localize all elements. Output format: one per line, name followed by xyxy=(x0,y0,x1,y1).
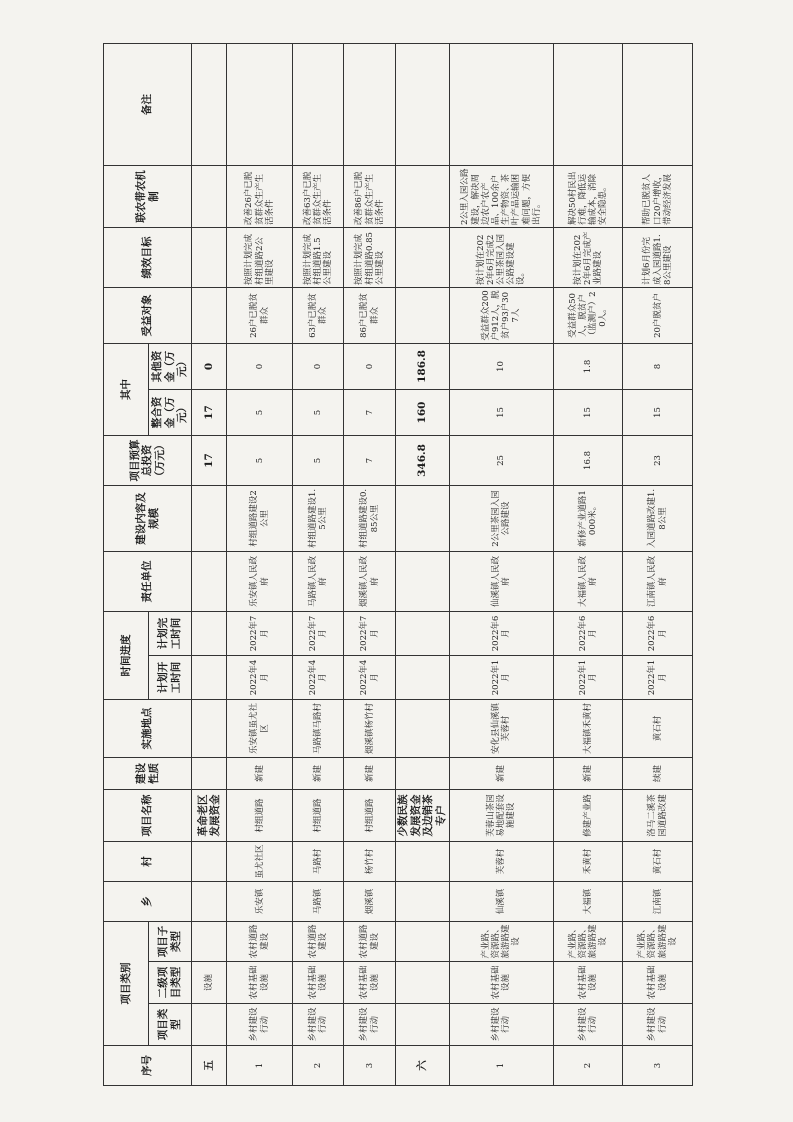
cell-cat-second: 农村基础设施 xyxy=(553,962,623,1004)
cell-township xyxy=(192,881,227,921)
cell-performance-goal: 按照计划完成村组道路2公里建设 xyxy=(227,227,293,287)
cell-cat-sub: 农村道路建设 xyxy=(344,921,395,961)
cell-cat-sub: 产业路、资源路、旅游路建设 xyxy=(449,921,553,961)
cell-village: 杨竹村 xyxy=(344,841,395,881)
cell-remarks xyxy=(395,43,449,165)
cell-start-time xyxy=(395,655,449,699)
cell-construction-nature: 新建 xyxy=(553,757,623,789)
cell-total-budget: 16.8 xyxy=(553,435,623,485)
cell-project-name: 芙蓉山茶园易地配套设施建设 xyxy=(449,789,553,841)
cell-construction-nature: 续建 xyxy=(623,757,693,789)
cell-location: 安化县仙溪镇芙蓉村 xyxy=(449,699,553,757)
cell-location xyxy=(395,699,449,757)
cell-cat-second xyxy=(395,962,449,1004)
cell-responsible-unit: 烟溪镇人民政府 xyxy=(344,551,395,611)
cell-cat-second: 设施 xyxy=(192,962,227,1004)
cell-farmer-linkage: 改善86户已脱贫群众生产生活条件 xyxy=(344,165,395,227)
cell-seq: 3 xyxy=(623,1046,693,1086)
cell-cat-type: 乡村建设行动 xyxy=(292,1004,343,1046)
cell-village: 虽尤社区 xyxy=(227,841,293,881)
cell-construction-nature: 新建 xyxy=(344,757,395,789)
cell-project-name: 少数民族发展资金及边销茶专户 xyxy=(395,789,449,841)
cell-total-budget: 23 xyxy=(623,435,693,485)
cell-other-funds: 0 xyxy=(227,343,293,389)
table-row xyxy=(192,43,227,1085)
rotated-table-container xyxy=(103,44,693,1086)
cell-village: 芙蓉村 xyxy=(449,841,553,881)
cell-end-time xyxy=(395,611,449,655)
cell-cat-type: 乡村建设行动 xyxy=(553,1004,623,1046)
header-content-scale: 建设内容及规模 xyxy=(104,485,192,551)
cell-end-time: 2022年7月 xyxy=(292,611,343,655)
cell-beneficiaries: 86户已脱贫群众 xyxy=(344,287,395,343)
cell-other-funds: 0 xyxy=(192,343,227,389)
cell-village: 黄石村 xyxy=(623,841,693,881)
cell-farmer-linkage: 解决50村民出行难，降低运输成本，消除安全隐患。 xyxy=(553,165,623,227)
cell-cat-second: 农村基础设施 xyxy=(292,962,343,1004)
cell-other-funds: 10 xyxy=(449,343,553,389)
cell-responsible-unit xyxy=(192,551,227,611)
cell-start-time: 2022年4月 xyxy=(292,655,343,699)
cell-farmer-linkage xyxy=(395,165,449,227)
cell-other-funds: 0 xyxy=(344,343,395,389)
cell-township: 烟溪镇 xyxy=(344,881,395,921)
cell-farmer-linkage: 改善26户已脱贫群众生产生活条件 xyxy=(227,165,293,227)
header-of-which: 其中 xyxy=(104,343,149,435)
header-village: 村 xyxy=(104,841,192,881)
cell-township: 仙溪镇 xyxy=(449,881,553,921)
cell-farmer-linkage: 改善63户已脱贫群众生产生活条件 xyxy=(292,165,343,227)
cell-other-funds: 186.8 xyxy=(395,343,449,389)
cell-start-time: 2022年1月 xyxy=(623,655,693,699)
cell-project-name: 村组道路 xyxy=(227,789,293,841)
header-responsible-unit: 责任单位 xyxy=(104,551,192,611)
cell-performance-goal: 按计划在2022年6月完成产业路建设 xyxy=(553,227,623,287)
cell-location: 乐安镇虽尤社区 xyxy=(227,699,293,757)
header-end-time: 计划完工时间 xyxy=(149,611,192,655)
cell-total-budget: 5 xyxy=(292,435,343,485)
header-township: 乡 xyxy=(104,881,192,921)
cell-performance-goal: 按照计划完成村组道路0.85公里建设 xyxy=(344,227,395,287)
cell-total-budget: 7 xyxy=(344,435,395,485)
header-cat-type: 项目类型 xyxy=(149,1004,192,1046)
cell-content-scale: 新修产业道路1000米。 xyxy=(553,485,623,551)
cell-integrated-funds: 160 xyxy=(395,389,449,435)
cell-cat-second: 农村基础设施 xyxy=(623,962,693,1004)
table-row xyxy=(623,43,693,1085)
cell-beneficiaries: 26户已脱贫群众 xyxy=(227,287,293,343)
cell-cat-sub: 产业路、资源路、旅游路建设 xyxy=(623,921,693,961)
cell-content-scale xyxy=(192,485,227,551)
header-start-time: 计划开工时间 xyxy=(149,655,192,699)
table-row xyxy=(344,43,395,1085)
cell-seq: 1 xyxy=(227,1046,293,1086)
header-other-funds: 其他资金（万元） xyxy=(149,343,192,389)
cell-cat-type xyxy=(192,1004,227,1046)
cell-seq: 六 xyxy=(395,1046,449,1086)
table-row xyxy=(553,43,623,1085)
cell-township: 乐安镇 xyxy=(227,881,293,921)
cell-village: 马路村 xyxy=(292,841,343,881)
project-table xyxy=(103,43,693,1086)
cell-integrated-funds: 5 xyxy=(227,389,293,435)
cell-performance-goal: 按计划在2022年6月完成2公里茶园入园公路建设建设。 xyxy=(449,227,553,287)
cell-location: 黄石村 xyxy=(623,699,693,757)
cell-cat-sub: 产业路、资源路、旅游路建设 xyxy=(553,921,623,961)
table-row xyxy=(227,43,293,1085)
cell-responsible-unit: 大福镇人民政府 xyxy=(553,551,623,611)
cell-end-time: 2022年7月 xyxy=(344,611,395,655)
cell-end-time xyxy=(192,611,227,655)
header-cat-sub: 项目子类型 xyxy=(149,921,192,961)
cell-total-budget: 5 xyxy=(227,435,293,485)
header-remarks: 备注 xyxy=(104,43,192,165)
cell-responsible-unit: 乐安镇人民政府 xyxy=(227,551,293,611)
cell-location: 烟溪镇杨竹村 xyxy=(344,699,395,757)
header-schedule: 时间进度 xyxy=(104,611,149,699)
cell-performance-goal xyxy=(395,227,449,287)
cell-cat-sub: 农村道路建设 xyxy=(292,921,343,961)
cell-farmer-linkage xyxy=(192,165,227,227)
cell-end-time: 2022年6月 xyxy=(449,611,553,655)
cell-integrated-funds: 15 xyxy=(553,389,623,435)
header-beneficiaries: 受益对象 xyxy=(104,287,192,343)
table-row xyxy=(449,43,553,1085)
cell-performance-goal: 按照计划完成村组道路1.5公里建设 xyxy=(292,227,343,287)
header-seq: 序号 xyxy=(104,1046,192,1086)
cell-beneficiaries xyxy=(192,287,227,343)
cell-content-scale: 村组道路建设0.85公里 xyxy=(344,485,395,551)
cell-township: 江南镇 xyxy=(623,881,693,921)
cell-remarks xyxy=(292,43,343,165)
cell-construction-nature xyxy=(192,757,227,789)
cell-beneficiaries xyxy=(395,287,449,343)
cell-content-scale: 入园道路改建1.8公里 xyxy=(623,485,693,551)
cell-beneficiaries: 20户脱贫户 xyxy=(623,287,693,343)
cell-project-name: 革命老区发展资金 xyxy=(192,789,227,841)
cell-total-budget: 17 xyxy=(192,435,227,485)
cell-total-budget: 346.8 xyxy=(395,435,449,485)
cell-cat-type: 乡村建设行动 xyxy=(227,1004,293,1046)
cell-remarks xyxy=(623,43,693,165)
cell-content-scale: 村组道路建设1.5公里 xyxy=(292,485,343,551)
cell-integrated-funds: 17 xyxy=(192,389,227,435)
cell-construction-nature: 新建 xyxy=(227,757,293,789)
cell-seq: 2 xyxy=(292,1046,343,1086)
cell-cat-type: 乡村建设行动 xyxy=(623,1004,693,1046)
cell-other-funds: 8 xyxy=(623,343,693,389)
cell-cat-sub xyxy=(395,921,449,961)
header-farmer-linkage: 联农带农机制 xyxy=(104,165,192,227)
header-construction-nature: 建设性质 xyxy=(104,757,192,789)
cell-township: 马路镇 xyxy=(292,881,343,921)
cell-village xyxy=(395,841,449,881)
cell-responsible-unit: 江南镇人民政府 xyxy=(623,551,693,611)
cell-village: 禾黄村 xyxy=(553,841,623,881)
cell-responsible-unit: 马路镇人民政府 xyxy=(292,551,343,611)
cell-remarks xyxy=(449,43,553,165)
cell-remarks xyxy=(192,43,227,165)
cell-seq: 1 xyxy=(449,1046,553,1086)
cell-content-scale xyxy=(395,485,449,551)
header-category: 项目类别 xyxy=(104,921,149,1045)
cell-end-time: 2022年6月 xyxy=(553,611,623,655)
cell-cat-sub xyxy=(192,921,227,961)
cell-construction-nature: 新建 xyxy=(292,757,343,789)
cell-cat-second: 农村基础设施 xyxy=(449,962,553,1004)
cell-start-time: 2022年1月 xyxy=(553,655,623,699)
header-cat-second: 二级项目类型 xyxy=(149,962,192,1004)
cell-farmer-linkage: 2公里入园公路建设，解决周边农户农产品、100余户生产物资、茶叶产品运输困难问题，方便出行。 xyxy=(449,165,553,227)
cell-township xyxy=(395,881,449,921)
cell-cat-type: 乡村建设行动 xyxy=(449,1004,553,1046)
cell-cat-second: 农村基础设施 xyxy=(227,962,293,1004)
cell-cat-sub: 农村道路建设 xyxy=(227,921,293,961)
cell-cat-second: 农村基础设施 xyxy=(344,962,395,1004)
cell-cat-type xyxy=(395,1004,449,1046)
cell-responsible-unit xyxy=(395,551,449,611)
cell-performance-goal: 计划6月份完成入园道路1.8公里建设 xyxy=(623,227,693,287)
header-performance-goal: 绩效目标 xyxy=(104,227,192,287)
cell-other-funds: 1.8 xyxy=(553,343,623,389)
table-row xyxy=(395,43,449,1085)
cell-remarks xyxy=(227,43,293,165)
table-row xyxy=(292,43,343,1085)
cell-content-scale: 2公里茶园入园公路建设 xyxy=(449,485,553,551)
cell-start-time: 2022年4月 xyxy=(227,655,293,699)
cell-construction-nature: 新建 xyxy=(449,757,553,789)
cell-integrated-funds: 15 xyxy=(449,389,553,435)
cell-end-time: 2022年6月 xyxy=(623,611,693,655)
cell-construction-nature xyxy=(395,757,449,789)
cell-start-time xyxy=(192,655,227,699)
cell-beneficiaries: 受益群众200户912人，脱贫户93户307人 xyxy=(449,287,553,343)
cell-other-funds: 0 xyxy=(292,343,343,389)
cell-responsible-unit: 仙溪镇人民政府 xyxy=(449,551,553,611)
cell-township: 大福镇 xyxy=(553,881,623,921)
cell-start-time: 2022年4月 xyxy=(344,655,395,699)
cell-performance-goal xyxy=(192,227,227,287)
cell-location: 马路镇马路村 xyxy=(292,699,343,757)
cell-cat-type: 乡村建设行动 xyxy=(344,1004,395,1046)
cell-seq: 2 xyxy=(553,1046,623,1086)
cell-start-time: 2022年1月 xyxy=(449,655,553,699)
cell-integrated-funds: 15 xyxy=(623,389,693,435)
header-location: 实施地点 xyxy=(104,699,192,757)
cell-end-time: 2022年7月 xyxy=(227,611,293,655)
header-integrated-funds: 整合资金（万元） xyxy=(149,389,192,435)
header-row-1 xyxy=(104,43,149,1085)
cell-total-budget: 25 xyxy=(449,435,553,485)
cell-location: 大福镇禾黄村 xyxy=(553,699,623,757)
cell-content-scale: 村组道路建设2公里 xyxy=(227,485,293,551)
cell-remarks xyxy=(344,43,395,165)
cell-integrated-funds: 5 xyxy=(292,389,343,435)
cell-project-name: 修建产业路 xyxy=(553,789,623,841)
cell-project-name: 洛马二溪茶园道路改建 xyxy=(623,789,693,841)
header-total-budget: 项目预算总投资（万元） xyxy=(104,435,192,485)
cell-remarks xyxy=(553,43,623,165)
cell-project-name: 村组道路 xyxy=(292,789,343,841)
cell-beneficiaries: 受益群众50人，脱贫户（监测户）20人。 xyxy=(553,287,623,343)
cell-beneficiaries: 63户已脱贫群众 xyxy=(292,287,343,343)
cell-seq: 3 xyxy=(344,1046,395,1086)
cell-project-name: 村组道路 xyxy=(344,789,395,841)
header-project-name: 项目名称 xyxy=(104,789,192,841)
cell-location xyxy=(192,699,227,757)
cell-village xyxy=(192,841,227,881)
cell-farmer-linkage: 帮助已脱贫人口20户增收，带动经济发展 xyxy=(623,165,693,227)
cell-seq: 五 xyxy=(192,1046,227,1086)
cell-integrated-funds: 7 xyxy=(344,389,395,435)
